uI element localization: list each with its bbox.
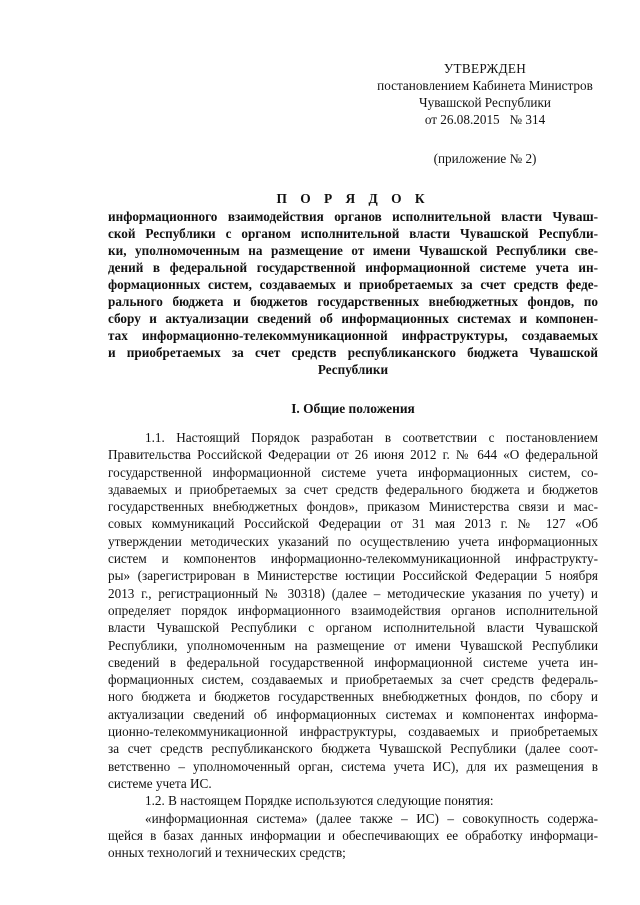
section-title: I. Общие положения	[291, 401, 415, 416]
body-line: Республики, уполномоченным на размещение от имени Чувашской Республики	[108, 637, 598, 653]
approval-line-1: постановлением Кабинета Министров	[377, 78, 593, 93]
body-line: утверждении методических указаний по осуществлению учета информационных	[108, 533, 598, 549]
body-line: совых коммуникаций Российской Федерации от 31 мая 2013 г. № 127 «Об	[108, 516, 598, 532]
body-line: 1.2. В настоящем Порядке используются следующие понятия:	[145, 793, 494, 809]
subtitle-line: ки, уполномоченным на размещение от имени Чувашской Республики све-	[108, 243, 598, 258]
subtitle-line: рального бюджета и бюджетов государственных внебюджетных фондов, по	[108, 294, 598, 309]
subtitle-line: Республики	[317, 362, 389, 377]
body-line: ветственно – уполномоченный орган, система учета ИС), для их размещения в	[108, 758, 598, 774]
body-line: щейся в базах данных информации и обеспечивающих ее обработку информаци-	[108, 827, 598, 843]
subtitle-line: информационного взаимодействия органов исполнительной власти Чуваш-	[108, 209, 598, 224]
body-line: ционно-телекоммуникационной инфраструктуры, создаваемых и приобретаемых	[108, 724, 598, 740]
document-body	[108, 429, 598, 861]
appendix-label: (приложение № 2)	[433, 151, 537, 166]
body-line: актуализации сведений об информационных системах и компонентах информа-	[108, 706, 598, 722]
approval-stamp	[360, 60, 610, 167]
body-line: власти Чувашской Республики с органом исполнительной власти Чувашской	[108, 620, 598, 636]
body-line: систем и компонентов информационно-телекоммуникационной инфраструкту-	[108, 551, 598, 567]
subtitle-line: тах информационно-телекоммуникационной инфраструктуры, создаваемых	[108, 328, 598, 343]
document-heading	[108, 190, 598, 378]
approval-title: УТВЕРЖДЕН	[443, 61, 527, 76]
body-line: государственной информационной системе учета информационных систем, со-	[108, 464, 598, 480]
body-line: Правительства Российской Федерации от 26 июня 2012 г. № 644 «О федеральной	[108, 447, 598, 463]
subtitle-line: сбору и актуализации сведений об информационных системах и компонен-	[108, 311, 598, 326]
body-line: «информационная система» (далее также – ИС) – совокупность содержа-	[145, 810, 598, 826]
subtitle-line: формационных систем, создаваемых и приобретаемых за счет средств феде-	[108, 277, 598, 292]
body-line: здаваемых и приобретаемых за счет средств федерального бюджета и бюджетов	[108, 481, 598, 497]
body-line: 1.1. Настоящий Порядок разработан в соответствии с постановлением	[145, 430, 598, 445]
body-line: формационных систем, создаваемых и приобретаемых за счет средств федераль-	[108, 672, 598, 688]
body-line: ного бюджета и бюджетов государственных внебюджетных фондов, по сбору и	[108, 689, 598, 705]
document-title: П О Р Я Д О К	[276, 191, 430, 206]
body-line: за счет средств республиканского бюджета Чувашской Республики (далее соот-	[108, 741, 598, 757]
body-line: онных технологий и технических средств;	[108, 845, 346, 861]
approval-line-2: Чувашской Республики	[419, 95, 551, 110]
document-subtitle	[108, 208, 598, 378]
body-line: ры» (зарегистрирован в Министерстве юстиции Российской Федерации 5 ноября	[108, 568, 598, 584]
subtitle-line: и приобретаемых за счет средств республиканского бюджета Чувашской	[108, 345, 598, 360]
body-line: сведений в федеральной государственной информационной системе учета ин-	[108, 654, 598, 670]
body-line: системе учета ИС.	[108, 775, 212, 791]
subtitle-line: дений в федеральной государственной информационной системе учета ин-	[108, 260, 598, 275]
body-line: государственных внебюджетных фондов», приказом Министерства связи и мас-	[108, 499, 598, 515]
body-line: 2013 г., регистрационный № 30318) (далее – методические указания по учету) и	[108, 585, 598, 601]
subtitle-line: ской Республики с органом исполнительной власти Чувашской Республи-	[108, 226, 598, 241]
body-line: определяет порядок информационного взаимодействия органов исполнительной	[108, 602, 598, 618]
approval-line-3: от 26.08.2015 № 314	[424, 112, 546, 127]
